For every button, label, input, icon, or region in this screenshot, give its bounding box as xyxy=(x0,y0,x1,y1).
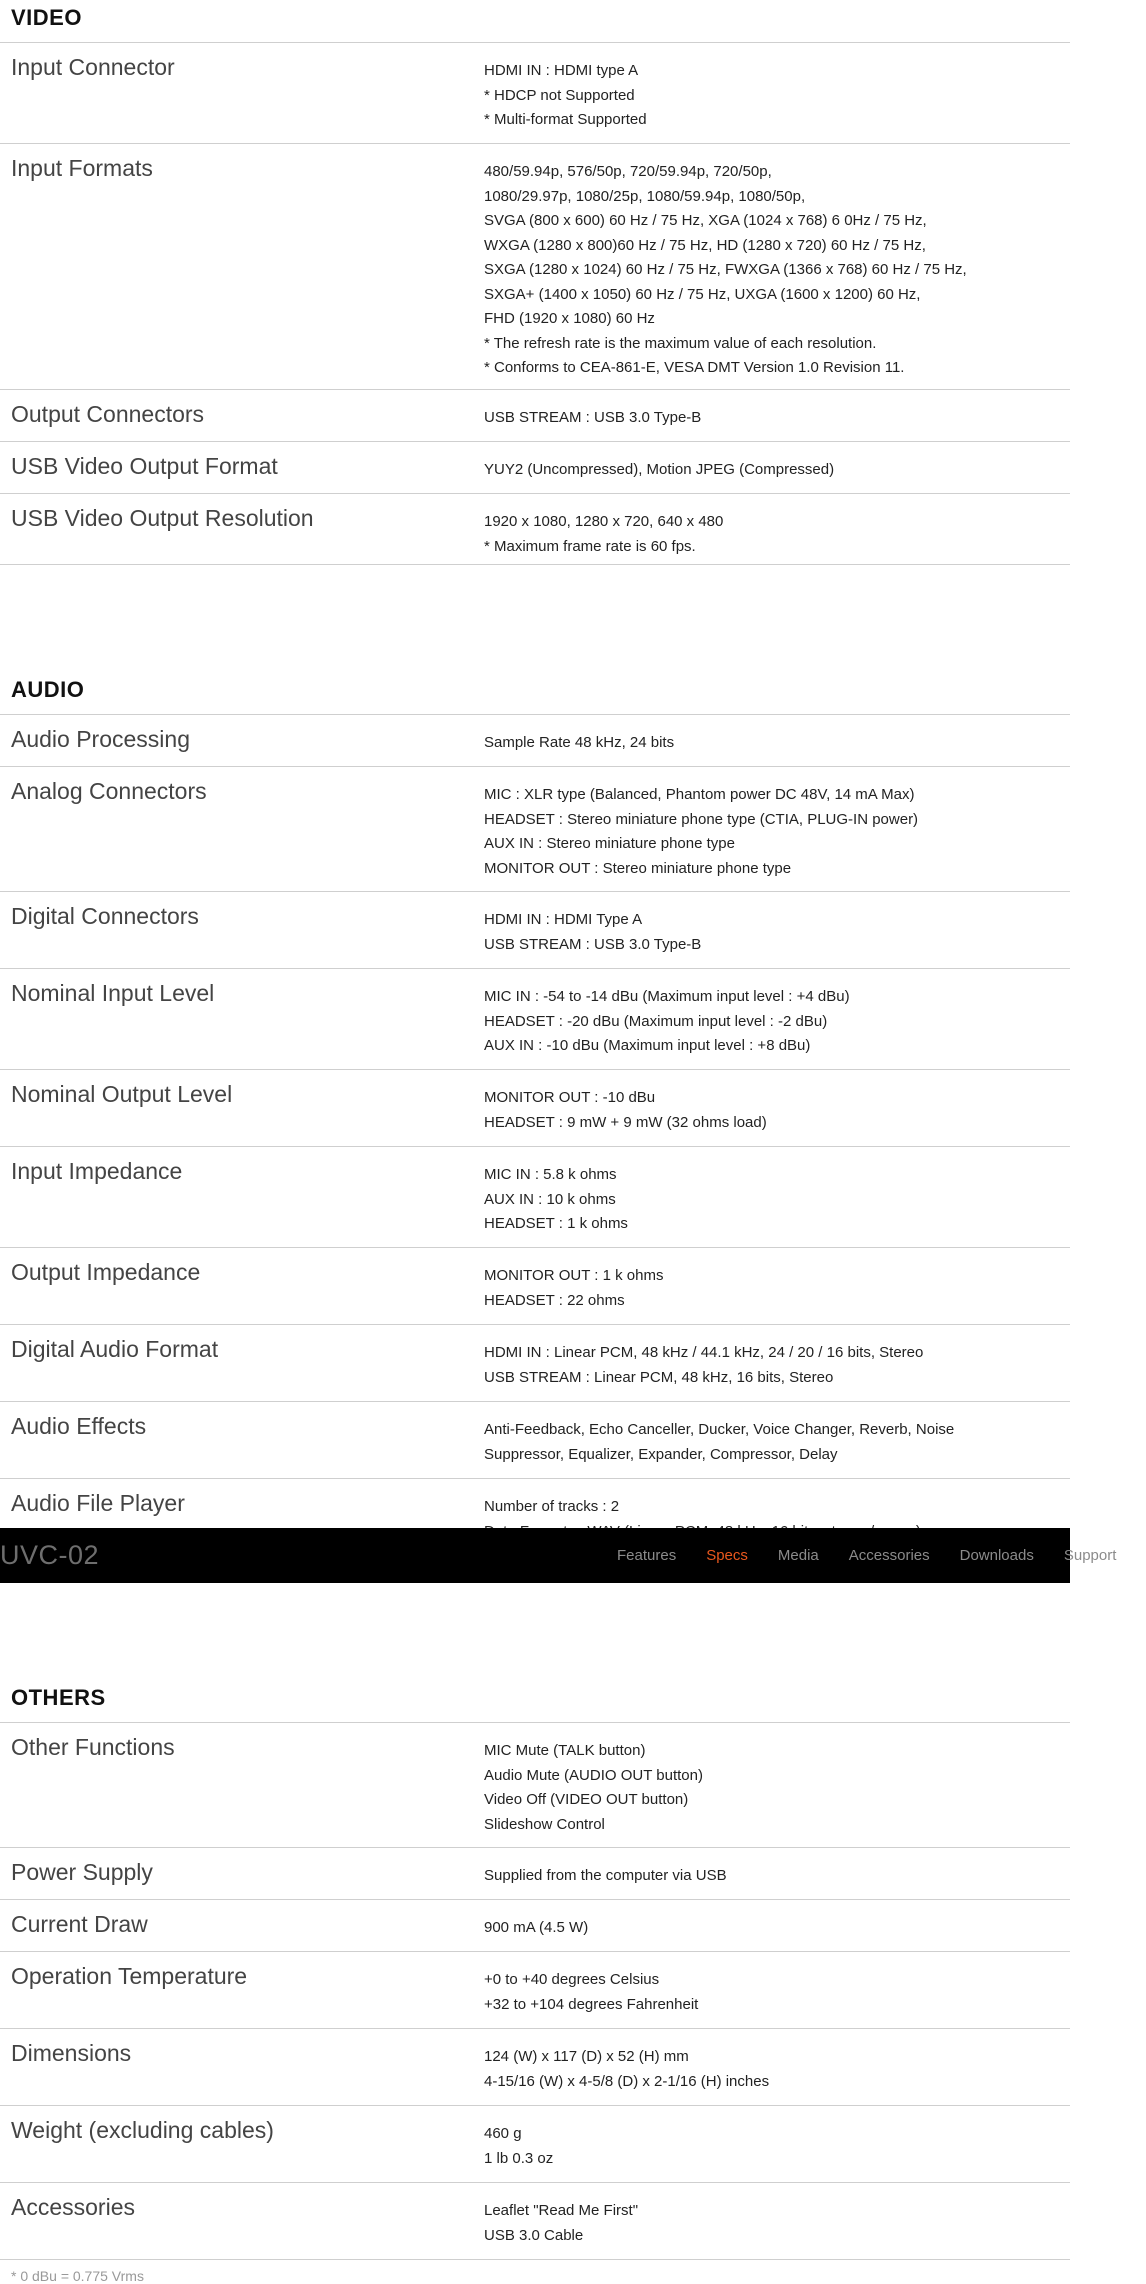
spec-value-line: YUY2 (Uncompressed), Motion JPEG (Compressed) xyxy=(484,461,835,478)
video-section xyxy=(0,0,1070,565)
others-spec-table xyxy=(0,1722,1070,2260)
spec-label: Digital Audio Format xyxy=(11,1336,219,1362)
spec-row xyxy=(0,2183,1070,2260)
spec-row xyxy=(0,892,1070,969)
spec-row xyxy=(0,43,1070,144)
spec-label: Current Draw xyxy=(11,1911,148,1937)
spec-value-line: HEADSET : 1 k ohms xyxy=(484,1215,628,1232)
spec-value-line: MIC IN : 5.8 k ohms xyxy=(484,1166,617,1183)
spec-label: Power Supply xyxy=(11,1859,153,1885)
spec-value xyxy=(484,442,1070,493)
spec-value-line: MIC Mute (TALK button) xyxy=(484,1742,646,1759)
spec-value-line: SVGA (800 x 600) 60 Hz / 75 Hz, XGA (1024 x 768) 6 0Hz / 75 Hz, xyxy=(484,212,927,229)
product-brand[interactable]: UVC-02 xyxy=(0,1540,100,1570)
spec-row xyxy=(0,1848,1070,1900)
spec-value-line: USB STREAM : USB 3.0 Type-B xyxy=(484,935,702,953)
spec-label: Input Impedance xyxy=(11,1158,183,1184)
spec-label: Output Connectors xyxy=(11,401,205,427)
spec-row xyxy=(0,1147,1070,1248)
spec-value xyxy=(484,1479,1070,1530)
spec-value-line: SXGA (1280 x 1024) 60 Hz / 75 Hz, FWXGA (1366 x 768) 60 Hz / 75 Hz, xyxy=(484,261,967,278)
spec-value xyxy=(484,2183,1070,2259)
audio-spec-table xyxy=(0,714,1070,1531)
spec-value-line: USB STREAM : USB 3.0 Type-B xyxy=(484,409,702,426)
spec-value-line: Anti-Feedback, Echo Canceller, Ducker, Voice Changer, Reverb, Noise xyxy=(484,1421,955,1438)
spec-value xyxy=(484,43,1070,143)
spec-value-line: MONITOR OUT : 1 k ohms xyxy=(484,1267,664,1284)
spec-value-line: 460 g xyxy=(484,2125,522,2142)
spec-value-line: SXGA+ (1400 x 1050) 60 Hz / 75 Hz, UXGA (1600 x 1200) 60 Hz, xyxy=(484,285,921,303)
spec-value xyxy=(484,1848,1070,1899)
spec-value-line: HDMI IN : HDMI type A xyxy=(484,62,639,79)
spec-row xyxy=(0,1248,1070,1325)
spec-value-line: HEADSET : Stereo miniature phone type (CTIA, PLUG-IN power) xyxy=(484,810,919,828)
spec-value xyxy=(484,390,1070,441)
spec-value-line: * Multi-format Supported xyxy=(484,111,647,128)
spec-label: Operation Temperature xyxy=(11,1963,248,1989)
nav-item-specs[interactable]: Specs xyxy=(706,1547,748,1564)
spec-value-line: * Conforms to CEA-861-E, VESA DMT Version 1.0 Revision 11. xyxy=(484,359,905,376)
spec-value-line: HDMI IN : Linear PCM, 48 kHz / 44.1 kHz, 24 / 20 / 16 bits, Stereo xyxy=(484,1344,924,1361)
spec-value xyxy=(484,969,1070,1069)
spec-label: Audio File Player xyxy=(11,1490,185,1516)
spec-value-line: Leaflet "Read Me First" xyxy=(484,2202,639,2219)
spec-value-line: Supplied from the computer via USB xyxy=(484,1867,727,1884)
spec-value xyxy=(484,1147,1070,1247)
spec-value xyxy=(484,144,1070,389)
spec-value-line: * The refresh rate is the maximum value of each resolution. xyxy=(484,334,877,352)
spec-value xyxy=(484,767,1070,891)
spec-label: Analog Connectors xyxy=(11,778,207,804)
spec-label: USB Video Output Resolution xyxy=(11,505,314,531)
spec-label: Nominal Input Level xyxy=(11,980,215,1006)
audio-section xyxy=(0,672,1070,1531)
section-title-video: VIDEO xyxy=(11,5,82,30)
spec-label: Input Formats xyxy=(11,155,153,181)
spec-value-line: USB STREAM : Linear PCM, 48 kHz, 16 bits, Stereo xyxy=(484,1368,834,1386)
spec-value-line: +32 to +104 degrees Fahrenheit xyxy=(484,1995,699,2013)
spec-value-line: Number of tracks : 2 xyxy=(484,1498,620,1515)
spec-value-line: * Maximum frame rate is 60 fps. xyxy=(484,537,696,555)
nav-item-support[interactable]: Support xyxy=(1063,1547,1117,1564)
nav-item-media[interactable]: Media xyxy=(777,1547,819,1564)
spec-value-line: USB 3.0 Cable xyxy=(484,2226,584,2244)
spec-row xyxy=(0,1325,1070,1402)
spec-value xyxy=(484,1900,1070,1951)
spec-value xyxy=(484,494,1070,564)
spec-value-line: 4-15/16 (W) x 4-5/8 (D) x 2-1/16 (H) inches xyxy=(484,2072,770,2090)
spec-row xyxy=(0,494,1070,565)
spec-value-line: Audio Mute (AUDIO OUT button) xyxy=(484,1766,703,1784)
spec-value-line: MONITOR OUT : -10 dBu xyxy=(484,1089,656,1106)
spec-value-line: Video Off (VIDEO OUT button) xyxy=(484,1791,689,1808)
spec-value xyxy=(484,2029,1070,2105)
spec-value-line: 124 (W) x 117 (D) x 52 (H) mm xyxy=(484,2048,689,2065)
spec-value-line: AUX IN : -10 dBu (Maximum input level : +8 dBu) xyxy=(484,1037,811,1054)
spec-value xyxy=(484,1402,1070,1478)
spec-row xyxy=(0,715,1070,767)
spec-row xyxy=(0,1070,1070,1147)
spec-value-line: AUX IN : 10 k ohms xyxy=(484,1190,616,1208)
product-nav xyxy=(617,1528,1146,1583)
spec-value-line: * HDCP not Supported xyxy=(484,86,635,104)
spec-value-line: 1080/29.97p, 1080/25p, 1080/59.94p, 1080/50p, xyxy=(484,187,806,205)
spec-label: Dimensions xyxy=(11,2040,132,2066)
spec-value-line: HDMI IN : HDMI Type A xyxy=(484,911,643,928)
section-title-audio: AUDIO xyxy=(11,677,85,702)
spec-value xyxy=(484,1248,1070,1324)
spec-label: Accessories xyxy=(11,2194,135,2220)
spec-value xyxy=(484,1723,1070,1847)
spec-value-line: 1 lb 0.3 oz xyxy=(484,2149,554,2167)
spec-row xyxy=(0,2029,1070,2106)
spec-label: Input Connector xyxy=(11,54,175,80)
spec-value-line: Sample Rate 48 kHz, 24 bits xyxy=(484,734,675,751)
spec-value-line: MIC IN : -54 to -14 dBu (Maximum input level : +4 dBu) xyxy=(484,988,850,1005)
spec-label: Digital Connectors xyxy=(11,903,199,929)
others-section xyxy=(0,1680,1070,2260)
spec-row xyxy=(0,1723,1070,1848)
spec-value-line: +0 to +40 degrees Celsius xyxy=(484,1971,660,1988)
spec-label: USB Video Output Format xyxy=(11,453,278,479)
spec-value-line: 1920 x 1080, 1280 x 720, 640 x 480 xyxy=(484,513,724,530)
spec-value xyxy=(484,715,1070,766)
spec-row xyxy=(0,767,1070,892)
spec-label: Audio Effects xyxy=(11,1413,147,1439)
spec-value xyxy=(484,2106,1070,2182)
spec-label: Weight (excluding cables) xyxy=(11,2117,274,2143)
spec-value-line: MIC : XLR type (Balanced, Phantom power DC 48V, 14 mA Max) xyxy=(484,786,915,803)
spec-row xyxy=(0,390,1070,442)
section-title-others: OTHERS xyxy=(11,1685,106,1710)
spec-value-line: 900 mA (4.5 W) xyxy=(484,1919,589,1936)
spec-value xyxy=(484,1325,1070,1401)
spec-label: Other Functions xyxy=(11,1734,175,1760)
spec-value-line: HEADSET : 22 ohms xyxy=(484,1291,625,1309)
nav-item-accessories[interactable]: Accessories xyxy=(848,1547,930,1564)
spec-row xyxy=(0,969,1070,1070)
spec-value-line: Slideshow Control xyxy=(484,1815,605,1833)
nav-item-downloads[interactable]: Downloads xyxy=(959,1547,1034,1564)
spec-value-line: HEADSET : 9 mW + 9 mW (32 ohms load) xyxy=(484,1113,767,1131)
spec-row xyxy=(0,1402,1070,1479)
spec-label: Audio Processing xyxy=(11,726,190,752)
video-spec-table xyxy=(0,42,1070,565)
spec-row xyxy=(0,2106,1070,2183)
spec-value xyxy=(484,1070,1070,1146)
product-navbar xyxy=(0,1528,1117,1583)
spec-value-line: HEADSET : -20 dBu (Maximum input level : -2 dBu) xyxy=(484,1012,828,1030)
spec-value xyxy=(484,892,1070,968)
spec-value-line: FHD (1920 x 1080) 60 Hz xyxy=(484,310,655,327)
spec-label: Output Impedance xyxy=(11,1259,201,1285)
spec-row xyxy=(0,442,1070,494)
spec-row xyxy=(0,144,1070,390)
nav-item-features[interactable]: Features xyxy=(617,1547,677,1564)
spec-value-line: 480/59.94p, 576/50p, 720/59.94p, 720/50p, xyxy=(484,163,772,180)
spec-row xyxy=(0,1900,1070,1952)
footnote-cut: * 0 dBu = 0.775 Vrms xyxy=(11,2268,144,2284)
spec-value xyxy=(484,1952,1070,2028)
spec-label: Nominal Output Level xyxy=(11,1081,233,1107)
spec-value-line: AUX IN : Stereo miniature phone type xyxy=(484,835,735,852)
spec-value-line: MONITOR OUT : Stereo miniature phone type xyxy=(484,859,792,877)
spec-value-line: Suppressor, Equalizer, Expander, Compressor, Delay xyxy=(484,1445,838,1463)
spec-row xyxy=(0,1479,1070,1531)
spec-value-line: WXGA (1280 x 800)60 Hz / 75 Hz, HD (1280 x 720) 60 Hz / 75 Hz, xyxy=(484,236,926,254)
spec-row xyxy=(0,1952,1070,2029)
